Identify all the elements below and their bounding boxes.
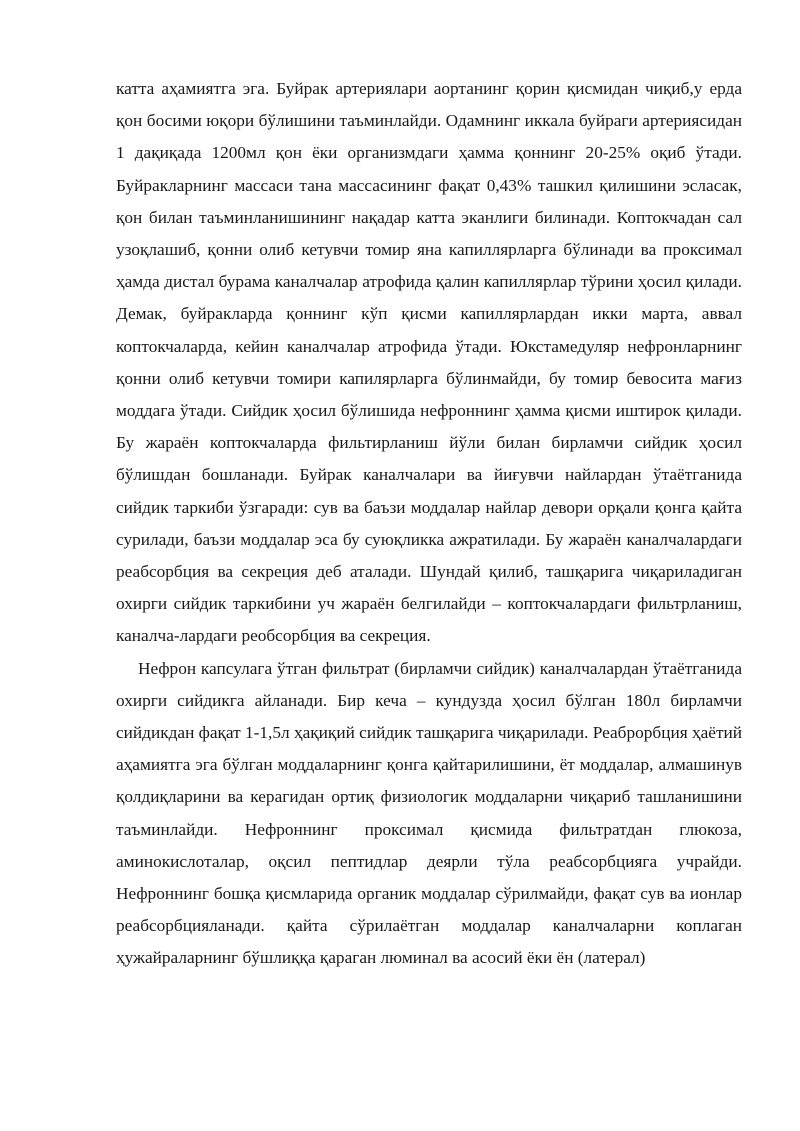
paragraph-2: Нефрон капсулага ўтган фильтрат (бирламчи сийдик) каналчалардан ўтаётганида охирги сийдикга айланади. Бир кеча – кундузда ҳосил бўлган 180л бирламчи сийдикдан фақат 1-1,5л ҳақиқий сийдик ташқарига чиқарилади. Реаброрбция ҳаётий аҳамиятга эга бўлган моддаларнинг қонга қайтарилишини, ёт моддалар, алмашинув қолдиқларини ва керагидан ортиқ физиологик моддаларни чиқариб ташланишини таъминлайди. Нефроннинг проксимал қисмида фильтратдан глюкоза, аминокислоталар, оқсил пептидлар деярли тўла реабсорбцияга учрайди. Нефроннинг бошқа қисмларида органик моддалар сўрилмайди, фақат сув ва ионлар реабсорбцияланади. қайта сўрилаётган моддалар каналчаларни коплаган ҳужайраларнинг бўшлиққа қараган люминал ва асосий ёки ён (латерал): [116, 658, 742, 968]
body-text: [116, 73, 742, 975]
paragraph-1: катта аҳамиятга эга. Буйрак артериялари аортанинг қорин қисмидан чиқиб,у ерда қон босими юқори бўлишини таъминлайди. Одамнинг иккала буйраги артериясидан 1 дақиқада 1200мл қон ёки организмдаги ҳамма қоннинг 20-25% оқиб ўтади. Буйракларнинг массаси тана массасининг фақат 0,43% ташкил қилишини эсласак, қон билан таъминланишининг нақадар катта эканлиги билинади. Коптокчадан сал узоқлашиб, қонни олиб кетувчи томир яна капиллярларга бўлинади ва проксимал ҳамда дистал бурама каналчалар атрофида қалин капиллярлар тўрини ҳосил қилади. Демак, буйракларда қоннинг кўп қисми капиллярлардан икки марта, аввал коптокчаларда, кейин каналчалар атрофида ўтади. Юкстамедуляр нефронларнинг қонни олиб кетувчи томири капилярларга бўлинмайди, бу томир бевосита мағиз моддага ўтади. Сийдик ҳосил бўлишида нефроннинг ҳамма қисми иштирок қилади. Бу жараён коптокчаларда фильтирланиш йўли билан бирламчи сийдик ҳосил бўлишдан бошланади. Буйрак каналчалари ва йиғувчи найлардан ўтаётганида сийдик таркиби ўзгаради: сув ва баъзи моддалар найлар девори орқали қонга қайта сурилади, баъзи моддалар эса бу суюқликка ажратилади. Бу жараён каналчалардаги реабсорбция ва секреция деб аталади. Шундай қилиб, ташқарига чиқариладиган охирги сийдик таркибини уч жараён белгилайди – коптокчалардаги фильтрланиш, каналча-лардаги реобсорбция ва секреция.: [116, 79, 742, 646]
